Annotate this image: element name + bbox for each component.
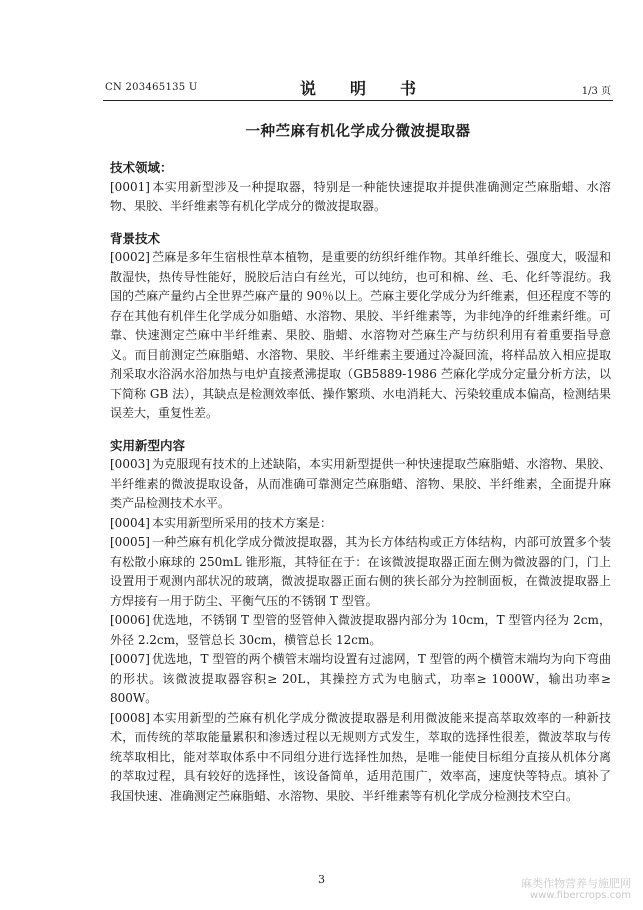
paragraph (110, 650, 611, 709)
paragraph-text: 本实用新型涉及一种提取器，特别是一种能快速提取并提供准确测定苎麻脂蜡、水溶物、果胶、半纤维素等有机化学成分的微波提取器。 (110, 179, 611, 213)
document-type: 说 明 书 (299, 79, 425, 98)
paragraph-text: 优选地，T 型管的两个横管末端均设置有过滤网，T 型管的两个横管末端均为向下弯曲的形状。该微波提取器容积≥ 20L，其操控方式为电脑式，功率≥ 1000W，输出功率≥ 800W。 (110, 652, 611, 705)
paragraph-number: [0005] (110, 535, 150, 549)
paragraph-number: [0008] (110, 710, 150, 725)
paragraph-number: [0006] (110, 613, 150, 627)
paragraph (110, 455, 611, 514)
paragraph-text: 苎麻是多年生宿根性草本植物，是重要的纺织纤维作物。其单纤维长、强度大，吸湿和散湿快，热传导性能好，脱胶后洁白有丝光，可以纯纺，也可和棉、丝、毛、化纤等混纺。我国的苎麻产量约占全世界苎麻产量的 90％以上。苎麻主要化学成分为纤维素，但还程度不等的存在其他有机伴生化学成分如脂蜡、水溶物、果胶、半纤维素等，为非纯净的纤维素纤维。可靠、快速测定苎麻中半纤维素、果胶、脂蜡、水溶物对苎麻生产与纺织利用有着重要指导意义。而目前测定苎麻脂蜡、水溶物、果胶、半纤维素主要通过冷凝回流，将样品放入相应提取剂采取水浴涡水浴加热与电炉直接煮沸提取（GB5889-1986 苎麻化学成分定量分析方法，以下简称 GB 法），其缺点是检测效率低、操作繁琐、水电消耗大、污染较重成本偏高，检测结果误差大，重复性差。 (110, 250, 611, 420)
paragraph-text: 本实用新型的苎麻有机化学成分微波提取器是利用微波能来提高萃取效率的一种新技术，而传统的萃取能量累积和渗透过程以无规则方式发生，萃取的选择性很差，微波萃取与传统萃取相比，能对萃取体系中不同组分进行选择性加热，是唯一能使目标组分直接从机体分离的萃取过程，具有较好的选择性，该设备简单，适用范围广，效率高，速度快等特点。填补了我国快速、准确测定苎麻脂蜡、水溶物、果胶、半纤维素等有机化学成分检测技术空白。 (110, 710, 611, 803)
section-heading: 技术领域： (110, 160, 173, 175)
section-background (110, 229, 611, 424)
section-heading: 实用新型内容 (110, 437, 186, 453)
section-technical-field (110, 158, 611, 217)
paragraph (110, 514, 611, 534)
page-header (103, 74, 613, 101)
page-count: 1/3 页 (581, 86, 611, 97)
paragraph-number: [0004] (110, 515, 150, 530)
paragraph-text: 优选地，不锈钢 T 型管的竖管伸入微波提取器内部分为 10cm，T 型管内径为 2cm，外径 2.2cm，竖管总长 30cm，横管总长 12cm。 (110, 613, 611, 647)
paragraph (110, 178, 611, 217)
watermark (521, 878, 631, 902)
paragraph-text: 为克服现有技术的上述缺陷，本实用新型提供一种快速提取苎麻脂蜡、水溶物、果胶、半纤维素的微波提取设备，从而准确可靠测定苎麻脂蜡、溶物、果胶、半纤维素，全面提升麻类产品检测技术水平。 (110, 457, 611, 510)
section-utility-content (110, 436, 611, 807)
paragraph (110, 533, 611, 611)
paragraph-text: 一种苎麻有机化学成分微波提取器，其为长方体结构或正方体结构，内部可放置多个装有松散小麻球的 250mL 锥形瓶，其特征在于：在该微波提取器正面左侧为微波器的门，门上设置用于观测内部状况的玻璃，微波提取器正面右侧的狭长部分为控制面板，在微波提取器上方焊接有一用于防尘、平衡气压的不锈钢 T 型管。 (110, 535, 611, 608)
document-body (110, 158, 611, 806)
paragraph (110, 611, 611, 650)
paragraph-number: [0003] (110, 457, 150, 471)
patent-number: CN 203465135 U (105, 82, 198, 93)
watermark-url: www.fibercrops.com (529, 890, 631, 901)
paragraph (110, 709, 611, 807)
paragraph-text: 本实用新型所采用的技术方案是： (152, 515, 333, 530)
paragraph-number: [0002] (110, 250, 150, 264)
paragraph-number: [0007] (110, 652, 150, 666)
paragraph-number: [0001] (110, 179, 150, 194)
watermark-site-name: 麻类作物营养与施肥网 (521, 877, 631, 890)
paragraph (110, 248, 611, 424)
page-number: 3 (318, 873, 325, 886)
document-title: 一种苎麻有机化学成分微波提取器 (245, 123, 471, 140)
section-heading: 背景技术 (110, 230, 161, 246)
